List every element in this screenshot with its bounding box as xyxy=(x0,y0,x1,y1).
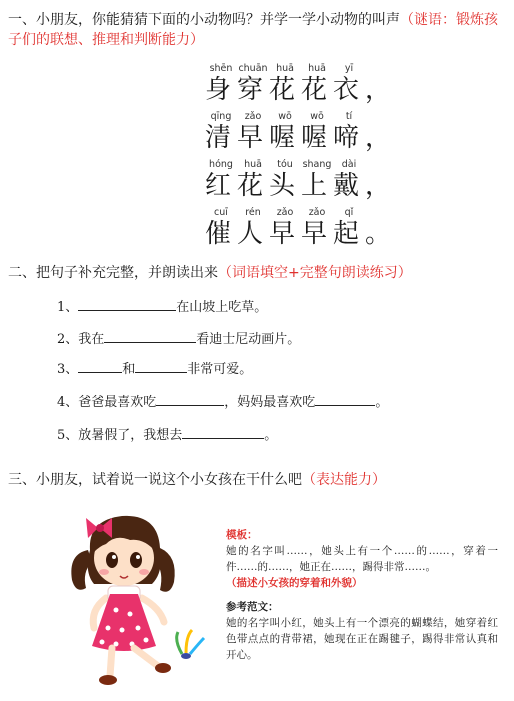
item-number: 4、 xyxy=(57,395,79,410)
pinyin: qīng xyxy=(210,111,232,122)
item-text: 爸爸最喜欢吃 xyxy=(78,395,157,410)
pinyin: tóu xyxy=(277,159,293,170)
template-label: 模板： xyxy=(226,529,258,541)
sample-text-box xyxy=(226,527,498,663)
section-2-heading: 二、把句子补充完整，并朗读出来 xyxy=(8,265,218,281)
pinyin: huā xyxy=(244,159,262,170)
fill-blank[interactable] xyxy=(135,359,187,373)
pinyin: cuī xyxy=(214,207,228,218)
item-text: 。 xyxy=(375,395,389,410)
girl-illustration xyxy=(60,510,210,690)
fill-blank[interactable] xyxy=(104,329,196,343)
pinyin: shēn xyxy=(209,63,233,74)
template-hint: （描述小女孩的穿着和外貌） xyxy=(226,577,363,589)
example-label: 参考范文： xyxy=(226,601,279,613)
pinyin: huā xyxy=(276,63,294,74)
section-3-note: （表达能力） xyxy=(302,472,386,488)
pinyin: dài xyxy=(341,159,357,170)
riddle-text: 催人早早起。 xyxy=(205,219,398,249)
item-text: 和 xyxy=(122,362,136,377)
fill-blank[interactable] xyxy=(156,392,224,406)
section-3-title xyxy=(8,470,386,490)
section-1-heading: 一、小朋友，你能猜猜下面的小动物吗？并学一学小动物的叫声 xyxy=(8,12,400,28)
example-text: 她的名字叫小红，她头上有一个漂亮的蝴蝶结，她穿着红色带点点的背带裙，她现在正在踢毽子，踢得非常认真和开心。 xyxy=(226,617,498,661)
riddle-text: 清早喔喔啼， xyxy=(205,123,398,153)
item-number: 1、 xyxy=(57,300,79,315)
item-text: 放暑假了，我想去 xyxy=(78,428,183,443)
item-text: 我在 xyxy=(78,332,105,347)
item-number: 2、 xyxy=(57,332,79,347)
section-1-title xyxy=(8,10,506,50)
fill-item-5 xyxy=(57,425,277,445)
pinyin: zǎo xyxy=(244,111,262,122)
fill-item-3 xyxy=(57,359,252,379)
section-3-heading: 三、小朋友，试着说一说这个小女孩在干什么吧 xyxy=(8,472,302,488)
riddle-text: 身穿花花衣， xyxy=(205,75,398,105)
section-2-title xyxy=(8,263,412,283)
shuttlecock-icon xyxy=(177,630,204,659)
fill-item-2 xyxy=(57,329,300,349)
fill-blank[interactable] xyxy=(315,392,375,406)
item-text: ，妈妈最喜欢吃 xyxy=(224,395,316,410)
template-text: 她的名字叫……，她头上有一个……的……，穿着一件……的……，她正在……，踢得非常……。 xyxy=(226,545,498,573)
pinyin: wō xyxy=(278,111,292,122)
fill-blank[interactable] xyxy=(78,359,122,373)
item-text: 在山坡上吃草。 xyxy=(176,300,268,315)
fill-blank[interactable] xyxy=(78,297,176,311)
pinyin: huā xyxy=(308,63,326,74)
section-2-note: （词语填空+完整句朗读练习） xyxy=(218,265,412,281)
pinyin: rén xyxy=(245,207,261,218)
pinyin: tí xyxy=(345,111,353,122)
pinyin: qǐ xyxy=(344,207,354,218)
item-text: 非常可爱。 xyxy=(187,362,253,377)
item-text: 看迪士尼动画片。 xyxy=(196,332,301,347)
pinyin: wō xyxy=(310,111,324,122)
fill-blank[interactable] xyxy=(182,425,264,439)
fill-item-4 xyxy=(57,392,388,412)
pinyin: zǎo xyxy=(276,207,294,218)
riddle-text: 红花头上戴， xyxy=(205,171,398,201)
item-number: 3、 xyxy=(57,362,79,377)
fill-item-1 xyxy=(57,297,267,317)
item-text: 。 xyxy=(264,428,278,443)
pinyin: zǎo xyxy=(308,207,326,218)
pinyin: chuān xyxy=(238,63,268,74)
pinyin: yī xyxy=(344,63,354,74)
pinyin: shang xyxy=(302,159,332,170)
pinyin: hóng xyxy=(209,159,233,170)
item-number: 5、 xyxy=(57,428,79,443)
section-1-note: （谜语：锻炼孩子们的联想、推理和判断能力） xyxy=(8,12,498,48)
